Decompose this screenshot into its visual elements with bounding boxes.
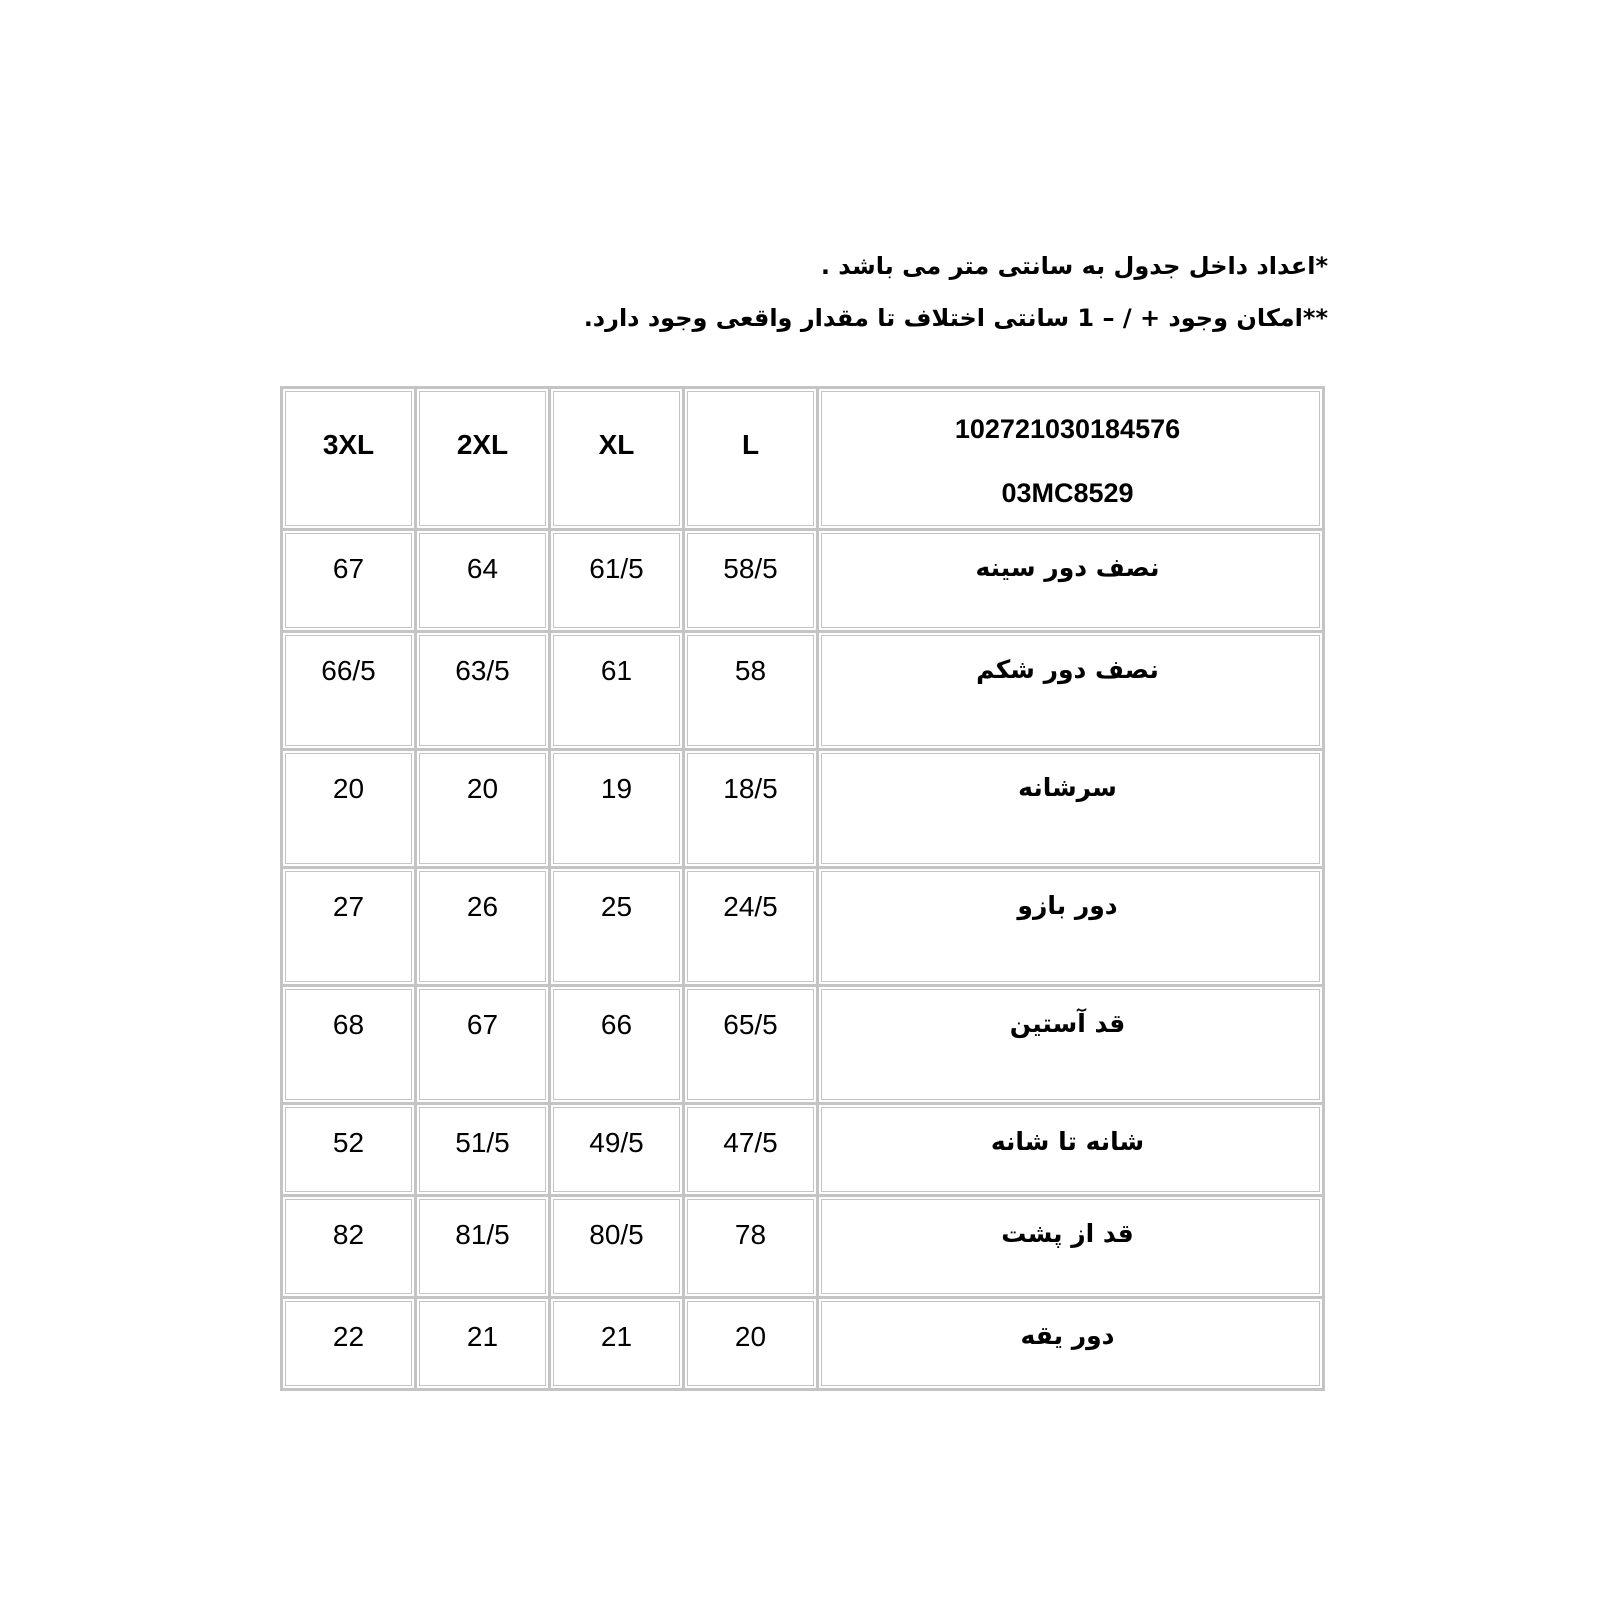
measure-value: 80/5 [589,1219,644,1250]
size-header-2xl: 2XL [414,386,548,528]
measure-value: 66 [600,1009,633,1040]
measure-value: 26 [466,891,499,922]
measure-value: 21 [466,1321,499,1352]
measure-value: 65/5 [723,1009,778,1040]
measure-value: 66/5 [321,655,376,686]
measure-value: 20 [332,773,365,804]
measure-value: 51/5 [455,1127,510,1158]
product-id-cell [816,386,1322,528]
measure-value: 47/5 [723,1127,778,1158]
table-row [280,1102,1322,1194]
note-units: *اعداد داخل جدول به سانتی متر می باشد . [820,252,1328,280]
measure-value: 27 [332,891,365,922]
measure-label: شانه تا شانه [990,1127,1145,1156]
table-row [280,984,1322,1102]
measure-value: 67 [466,1009,499,1040]
measure-value: 61/5 [589,553,644,584]
measure-value: 21 [600,1321,633,1352]
measure-value: 24/5 [723,891,778,922]
table-row [280,866,1322,984]
size-header-xl: XL [548,386,682,528]
table-row [280,1194,1322,1296]
measure-label: قد از پشت [1001,1219,1134,1248]
measure-label: دور یقه [1020,1321,1115,1350]
measure-value: 58 [734,655,767,686]
table-row [280,748,1322,866]
measure-label: دور بازو [1017,891,1118,920]
size-header-row [280,386,1322,528]
table-row [280,630,1322,748]
measure-value: 78 [734,1219,767,1250]
product-code: 102721030184576 [954,414,1181,444]
table-row [280,1296,1322,1388]
measure-label: نصف دور شکم [976,655,1159,684]
measure-value: 64 [466,553,499,584]
measure-value: 58/5 [723,553,778,584]
measure-value: 49/5 [589,1127,644,1158]
size-table [280,386,1325,1391]
notes [528,240,1328,344]
note-tolerance: **امکان وجود + / – 1 سانتی اختلاف تا مقدار واقعی وجود دارد. [583,304,1328,332]
measure-label: نصف دور سینه [975,553,1160,582]
measure-value: 20 [466,773,499,804]
measure-value: 81/5 [455,1219,510,1250]
size-header-l: L [682,386,816,528]
size-header-3xl: 3XL [280,386,414,528]
measure-label: سرشانه [1018,773,1117,802]
measure-value: 67 [332,553,365,584]
measure-value: 61 [600,655,633,686]
product-model: 03MC8529 [1001,478,1134,508]
measure-value: 18/5 [723,773,778,804]
measure-value: 68 [332,1009,365,1040]
measure-value: 52 [332,1127,365,1158]
measure-value: 82 [332,1219,365,1250]
measure-label: قد آستین [1009,1009,1126,1038]
measure-value: 19 [600,773,633,804]
measure-value: 25 [600,891,633,922]
table-row [280,528,1322,630]
measure-value: 22 [332,1321,365,1352]
measure-value: 63/5 [455,655,510,686]
measure-value: 20 [734,1321,767,1352]
